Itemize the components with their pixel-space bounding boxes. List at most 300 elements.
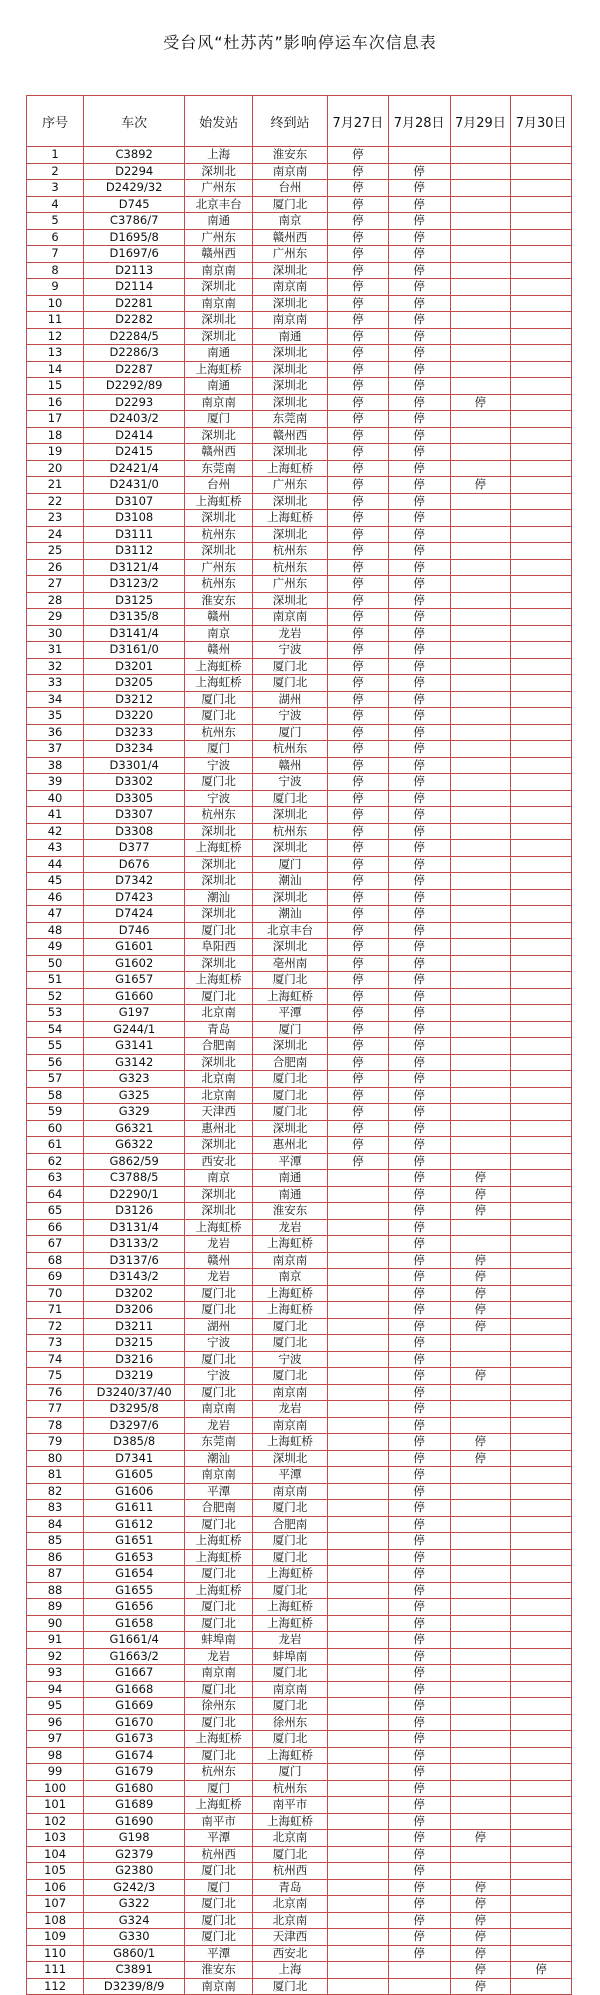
table-cell [328, 1285, 389, 1302]
table-cell: 停 [388, 1549, 450, 1566]
table-cell: 44 [27, 856, 84, 873]
table-cell: 停 [388, 1417, 450, 1434]
table-cell [511, 1368, 572, 1385]
table-cell: 厦门 [185, 741, 253, 758]
table-cell: 停 [388, 510, 450, 527]
table-cell: G1611 [84, 1500, 185, 1517]
table-cell: 停 [328, 444, 389, 461]
table-cell [450, 1846, 511, 1863]
table-cell [328, 1582, 389, 1599]
table-row [27, 856, 572, 873]
table-cell: 27 [27, 576, 84, 593]
table-cell: 45 [27, 873, 84, 890]
table-cell: 停 [388, 1104, 450, 1121]
table-row [27, 213, 572, 230]
table-cell: C3892 [84, 147, 185, 164]
table-cell: 停 [388, 1780, 450, 1797]
table-cell: 7 [27, 246, 84, 263]
table-cell: D7341 [84, 1450, 185, 1467]
table-cell: D3111 [84, 526, 185, 543]
table-cell [511, 493, 572, 510]
table-cell: 停 [388, 906, 450, 923]
table-cell [450, 1615, 511, 1632]
table-cell: 深圳北 [253, 592, 328, 609]
table-cell: 停 [388, 922, 450, 939]
table-cell: 60 [27, 1120, 84, 1137]
suspension-table [26, 95, 572, 1995]
table-cell [328, 1302, 389, 1319]
table-row [27, 708, 572, 725]
table-cell: 72 [27, 1318, 84, 1335]
table-cell [511, 576, 572, 593]
table-cell: 停 [388, 939, 450, 956]
table-cell [511, 526, 572, 543]
table-cell: 停 [328, 427, 389, 444]
table-cell: 深圳北 [253, 1038, 328, 1055]
table-row [27, 1681, 572, 1698]
table-cell: 停 [328, 1104, 389, 1121]
table-cell: 停 [328, 840, 389, 857]
table-cell [328, 1368, 389, 1385]
table-row [27, 1219, 572, 1236]
table-cell [328, 1351, 389, 1368]
table-cell: 6 [27, 229, 84, 246]
table-cell: 67 [27, 1236, 84, 1253]
table-cell: 厦门北 [253, 658, 328, 675]
table-cell: 厦门北 [185, 1863, 253, 1880]
table-cell [450, 873, 511, 890]
table-cell: 深圳北 [253, 939, 328, 956]
table-cell: 101 [27, 1797, 84, 1814]
table-cell [450, 906, 511, 923]
table-cell: 合肥南 [253, 1054, 328, 1071]
table-cell [511, 592, 572, 609]
table-cell [450, 1780, 511, 1797]
table-row [27, 1714, 572, 1731]
table-cell [450, 1483, 511, 1500]
table-cell [511, 1813, 572, 1830]
table-cell: 淮安东 [185, 592, 253, 609]
table-cell: 广州东 [253, 477, 328, 494]
table-cell: 南京 [185, 1170, 253, 1187]
table-cell [328, 1219, 389, 1236]
table-cell: 南京南 [253, 1384, 328, 1401]
table-row [27, 625, 572, 642]
table-cell [450, 1813, 511, 1830]
table-cell: C3891 [84, 1962, 185, 1979]
table-row [27, 361, 572, 378]
table-cell: 深圳北 [253, 1120, 328, 1137]
table-cell [511, 774, 572, 791]
table-row [27, 1203, 572, 1220]
table-cell: 停 [388, 675, 450, 692]
table-cell: 合肥南 [185, 1500, 253, 1517]
table-cell [450, 345, 511, 362]
table-row [27, 1648, 572, 1665]
table-cell: 84 [27, 1516, 84, 1533]
table-cell: 停 [388, 658, 450, 675]
table-cell: 厦门北 [185, 1285, 253, 1302]
table-cell: 43 [27, 840, 84, 857]
table-cell: 停 [388, 691, 450, 708]
table-cell: 厦门北 [185, 988, 253, 1005]
table-cell [511, 1087, 572, 1104]
table-cell: 停 [388, 1929, 450, 1946]
table-cell [511, 1467, 572, 1484]
table-cell [328, 1615, 389, 1632]
table-cell: 41 [27, 807, 84, 824]
table-cell: 36 [27, 724, 84, 741]
table-cell: D3302 [84, 774, 185, 791]
table-cell: 26 [27, 559, 84, 576]
table-row [27, 1813, 572, 1830]
table-cell: 厦门北 [185, 1599, 253, 1616]
table-cell [511, 262, 572, 279]
table-cell: G1656 [84, 1599, 185, 1616]
table-cell: G862/59 [84, 1153, 185, 1170]
table-row [27, 790, 572, 807]
table-cell: 宁波 [185, 790, 253, 807]
table-cell: 杭州东 [253, 823, 328, 840]
table-cell: D3215 [84, 1335, 185, 1352]
table-cell: 停 [328, 361, 389, 378]
table-cell: 54 [27, 1021, 84, 1038]
table-cell: 77 [27, 1401, 84, 1418]
table-cell: 厦门北 [185, 1896, 253, 1913]
table-cell [450, 1335, 511, 1352]
table-cell: 南通 [185, 345, 253, 362]
table-row [27, 378, 572, 395]
table-cell: D3135/8 [84, 609, 185, 626]
table-cell: 龙岩 [185, 1269, 253, 1286]
table-cell [328, 1945, 389, 1962]
table-cell [450, 213, 511, 230]
table-cell [388, 1978, 450, 1995]
table-cell [450, 1863, 511, 1880]
table-cell: 厦门北 [253, 1104, 328, 1121]
table-cell: 停 [388, 988, 450, 1005]
table-cell: 停 [328, 279, 389, 296]
table-cell [450, 1731, 511, 1748]
table-cell: 厦门北 [253, 972, 328, 989]
table-cell [328, 1830, 389, 1847]
table-cell: 25 [27, 543, 84, 560]
table-cell: 停 [328, 180, 389, 197]
table-cell: 平潭 [185, 1945, 253, 1962]
table-cell [450, 1071, 511, 1088]
table-cell: 73 [27, 1335, 84, 1352]
table-cell: 停 [388, 1912, 450, 1929]
table-cell: 停 [388, 1879, 450, 1896]
table-cell [450, 625, 511, 642]
table-cell [511, 279, 572, 296]
table-cell: 停 [388, 493, 450, 510]
table-cell: G1660 [84, 988, 185, 1005]
table-cell: 停 [388, 1269, 450, 1286]
table-cell: 停 [328, 163, 389, 180]
table-cell: 赣州 [185, 642, 253, 659]
table-cell: 停 [388, 873, 450, 890]
table-cell [450, 1021, 511, 1038]
table-cell: D3125 [84, 592, 185, 609]
table-cell [328, 1170, 389, 1187]
table-cell: D7423 [84, 889, 185, 906]
table-cell: 89 [27, 1599, 84, 1616]
table-cell: 64 [27, 1186, 84, 1203]
table-row [27, 988, 572, 1005]
table-cell [511, 477, 572, 494]
table-cell: G197 [84, 1005, 185, 1022]
table-row [27, 279, 572, 296]
header-cell: 车次 [84, 96, 185, 147]
table-row [27, 1005, 572, 1022]
table-cell: 南京南 [253, 1681, 328, 1698]
table-row [27, 906, 572, 923]
table-cell [450, 312, 511, 329]
table-cell [328, 1599, 389, 1616]
table-row [27, 1021, 572, 1038]
table-cell: 停 [450, 394, 511, 411]
table-cell [450, 922, 511, 939]
table-cell: 上海虹桥 [253, 988, 328, 1005]
table-cell [388, 147, 450, 164]
table-cell: 51 [27, 972, 84, 989]
table-cell: 停 [328, 1021, 389, 1038]
table-cell [450, 1698, 511, 1715]
table-cell: 停 [450, 1269, 511, 1286]
table-cell: 停 [388, 1533, 450, 1550]
table-cell [450, 642, 511, 659]
table-cell [511, 1038, 572, 1055]
table-cell: 停 [388, 1087, 450, 1104]
table-cell: 5 [27, 213, 84, 230]
table-cell: 停 [388, 1467, 450, 1484]
table-cell: 深圳北 [185, 955, 253, 972]
table-cell [511, 328, 572, 345]
table-row [27, 246, 572, 263]
table-cell: 15 [27, 378, 84, 395]
table-cell: 停 [388, 757, 450, 774]
table-cell [511, 1566, 572, 1583]
table-cell: 深圳北 [185, 1203, 253, 1220]
table-cell: 平潭 [253, 1153, 328, 1170]
table-cell [511, 1170, 572, 1187]
table-cell: 淮安东 [185, 1962, 253, 1979]
table-cell: G1654 [84, 1566, 185, 1583]
table-row [27, 724, 572, 741]
table-cell: 107 [27, 1896, 84, 1913]
table-row [27, 1038, 572, 1055]
table-cell: 南京南 [253, 1252, 328, 1269]
table-cell [511, 147, 572, 164]
table-cell: 停 [388, 1054, 450, 1071]
table-cell [450, 279, 511, 296]
table-cell [450, 807, 511, 824]
table-row [27, 1500, 572, 1517]
table-cell [450, 510, 511, 527]
table-cell [511, 1797, 572, 1814]
table-cell: 南京南 [185, 394, 253, 411]
table-cell [328, 1929, 389, 1946]
table-row [27, 1731, 572, 1748]
table-cell: 赣州西 [185, 444, 253, 461]
table-cell: 停 [388, 1005, 450, 1022]
table-cell [511, 196, 572, 213]
table-cell: 南京南 [185, 1978, 253, 1995]
table-cell: 宁波 [253, 708, 328, 725]
table-cell [328, 1533, 389, 1550]
table-cell [328, 1912, 389, 1929]
table-cell: D3216 [84, 1351, 185, 1368]
table-cell: 南京南 [253, 609, 328, 626]
table-cell: 上海虹桥 [253, 1615, 328, 1632]
table-cell: 南京南 [185, 1467, 253, 1484]
table-cell [328, 1648, 389, 1665]
table-cell: 南通 [185, 378, 253, 395]
table-row [27, 510, 572, 527]
table-cell: 停 [388, 1137, 450, 1154]
table-cell [388, 1962, 450, 1979]
table-cell: 蚌埠南 [185, 1632, 253, 1649]
table-cell: 102 [27, 1813, 84, 1830]
table-cell: 2 [27, 163, 84, 180]
table-cell [450, 1104, 511, 1121]
table-cell: 上海虹桥 [253, 1566, 328, 1583]
table-row [27, 1962, 572, 1979]
table-row [27, 1896, 572, 1913]
table-cell: 停 [328, 295, 389, 312]
table-cell: 徐州东 [253, 1714, 328, 1731]
table-cell: 23 [27, 510, 84, 527]
table-cell: 杭州东 [253, 741, 328, 758]
table-cell: 厦门北 [253, 1318, 328, 1335]
table-cell: 停 [328, 213, 389, 230]
table-cell: 广州东 [253, 576, 328, 593]
table-cell: 停 [328, 873, 389, 890]
table-row [27, 1764, 572, 1781]
table-cell: 79 [27, 1434, 84, 1451]
table-row [27, 1863, 572, 1880]
table-cell: 停 [328, 526, 389, 543]
table-cell [511, 741, 572, 758]
table-cell: 87 [27, 1566, 84, 1583]
table-cell: G1670 [84, 1714, 185, 1731]
table-row [27, 1830, 572, 1847]
table-row [27, 1252, 572, 1269]
header-cell: 序号 [27, 96, 84, 147]
table-cell: 厦门 [253, 724, 328, 741]
table-cell: 56 [27, 1054, 84, 1071]
table-row [27, 526, 572, 543]
table-cell: 停 [388, 1896, 450, 1913]
table-cell: 停 [328, 807, 389, 824]
table-cell: G1651 [84, 1533, 185, 1550]
table-cell: 厦门北 [253, 1500, 328, 1517]
table-cell: 停 [388, 1764, 450, 1781]
table-cell: 停 [388, 1945, 450, 1962]
table-row [27, 1797, 572, 1814]
table-cell: 北京南 [185, 1005, 253, 1022]
table-row [27, 229, 572, 246]
table-cell [511, 807, 572, 824]
table-cell [511, 708, 572, 725]
table-cell: 停 [388, 1203, 450, 1220]
table-cell [450, 675, 511, 692]
table-cell: 86 [27, 1549, 84, 1566]
table-cell [450, 1764, 511, 1781]
table-cell [450, 427, 511, 444]
table-cell [511, 873, 572, 890]
table-cell [511, 229, 572, 246]
table-cell: 停 [328, 1005, 389, 1022]
table-cell [328, 1764, 389, 1781]
table-cell: G1602 [84, 955, 185, 972]
table-cell: 停 [388, 196, 450, 213]
table-row [27, 1137, 572, 1154]
table-cell: 停 [388, 592, 450, 609]
table-cell: 赣州西 [253, 229, 328, 246]
table-cell: 广州东 [185, 180, 253, 197]
table-cell: 停 [388, 1434, 450, 1451]
table-cell [511, 1153, 572, 1170]
table-cell: 49 [27, 939, 84, 956]
table-cell: 厦门北 [253, 790, 328, 807]
table-cell: 东莞南 [185, 1434, 253, 1451]
table-cell [511, 1582, 572, 1599]
table-cell [450, 576, 511, 593]
table-cell: 厦门北 [185, 1714, 253, 1731]
table-cell: 停 [328, 477, 389, 494]
table-cell [450, 955, 511, 972]
table-cell [511, 1698, 572, 1715]
table-cell: 停 [388, 1170, 450, 1187]
table-cell: 南京南 [253, 1417, 328, 1434]
table-cell [450, 1054, 511, 1071]
table-cell: 76 [27, 1384, 84, 1401]
table-cell: 杭州东 [253, 543, 328, 560]
table-cell: 深圳北 [253, 444, 328, 461]
table-row [27, 1368, 572, 1385]
table-cell [450, 295, 511, 312]
table-cell: 厦门北 [253, 1846, 328, 1863]
table-cell: 停 [450, 1186, 511, 1203]
table-cell [511, 1648, 572, 1665]
table-cell: 46 [27, 889, 84, 906]
table-cell [450, 1038, 511, 1055]
table-cell: 停 [450, 1285, 511, 1302]
table-cell [511, 1335, 572, 1352]
table-cell: G1606 [84, 1483, 185, 1500]
table-cell: 厦门北 [185, 691, 253, 708]
table-cell: 29 [27, 609, 84, 626]
table-cell: C3788/5 [84, 1170, 185, 1187]
table-cell: 龙岩 [185, 1417, 253, 1434]
table-cell: 停 [328, 394, 389, 411]
table-row [27, 1335, 572, 1352]
table-cell: D3126 [84, 1203, 185, 1220]
table-cell [328, 1186, 389, 1203]
table-row [27, 345, 572, 362]
table-cell: 厦门北 [185, 1351, 253, 1368]
table-cell [511, 1549, 572, 1566]
table-cell: D3137/6 [84, 1252, 185, 1269]
table-cell: D2421/4 [84, 460, 185, 477]
table-cell [328, 1236, 389, 1253]
table-cell: D2113 [84, 262, 185, 279]
table-cell [511, 658, 572, 675]
table-cell: 停 [328, 906, 389, 923]
table-row [27, 691, 572, 708]
